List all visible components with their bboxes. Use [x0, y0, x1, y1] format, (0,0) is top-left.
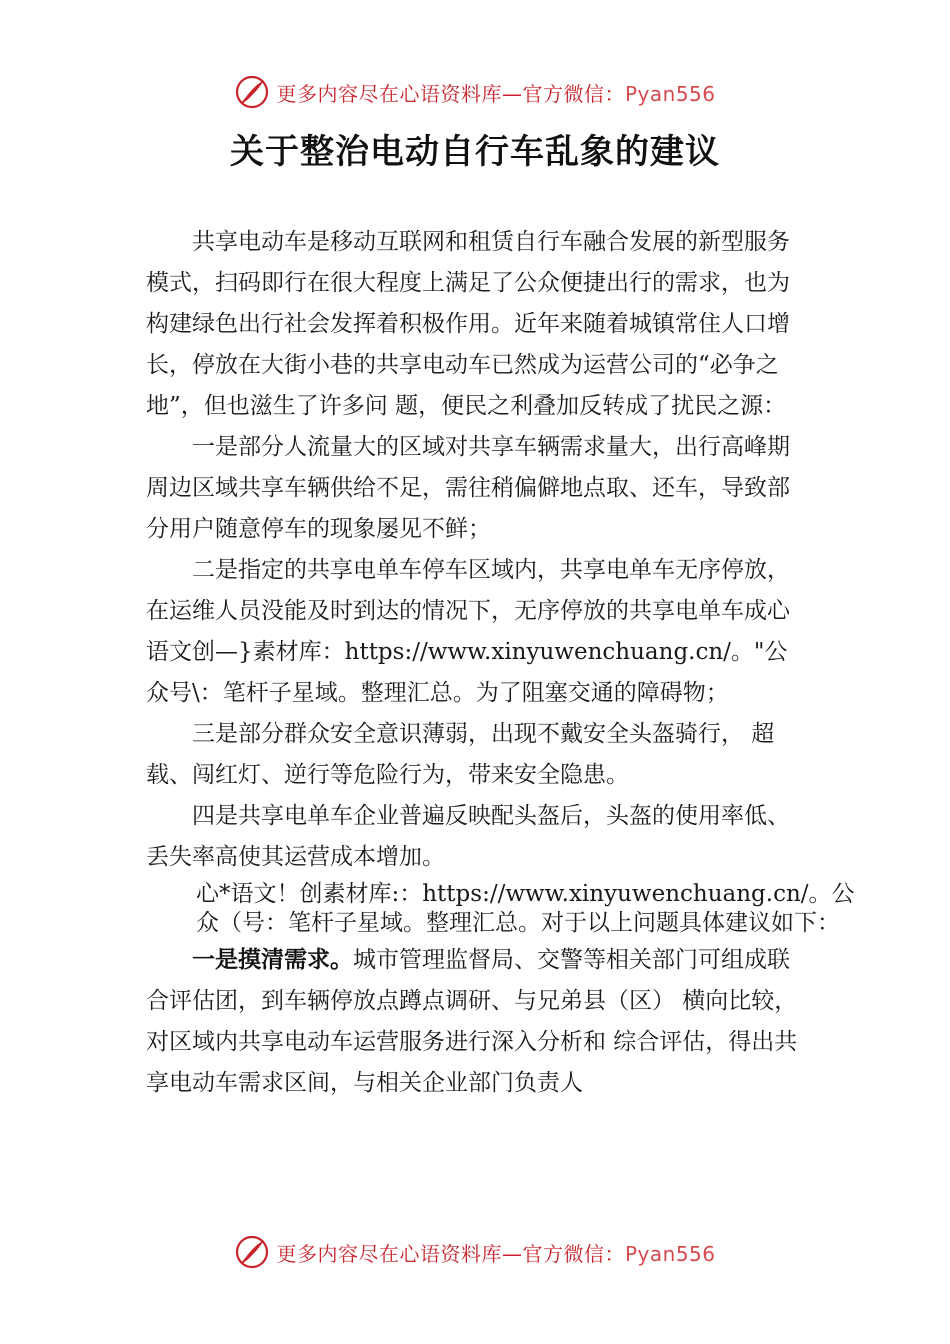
proposal-lead: 一是摸清需求。 [192, 947, 353, 973]
paragraph-issue-4: 四是共享电单车企业普遍反映配头盔后，头盔的使用率低、丢失率高使其运营成本增加。 [146, 803, 790, 870]
footer-banner-text: 更多内容尽在心语资料库—官方微信：Pyan556 [276, 1241, 716, 1266]
paragraph-proposal-1 [146, 940, 806, 1104]
proposal-text: 城市管理监督局、交警等相关部门可组成联合评估团，到车辆停放点蹲点调研、与兄弟县（区） 横向比较，对区域内共享电动车运营服务进行深入分析和 综合评估，得出共享电动车需求区间，与相关企业部门负责人 [146, 947, 798, 1096]
paragraph-intro: 共享电动车是移动互联网和租赁自行车融合发展的新型服务模式，扫码即行在很大程度上满足了公众便捷出行的需求，也为构建绿色出行社会发挥着积极作用。近年来随着城镇常住人口增长，停放在大街小巷的共享电动车已然成为运营公司的“必争之地”，但也滋生了许多问 题，便民之利叠加反转成了扰民之源： [146, 229, 790, 419]
header-banner [0, 72, 950, 112]
footer-banner [0, 1232, 950, 1272]
paragraph-issue-3: 三是部分群众安全意识薄弱，出现不戴安全头盔骑行， 超载、闯红灯、逆行等危险行为，带来安全隐患。 [146, 721, 775, 788]
feather-pen-logo-icon [234, 74, 270, 110]
document-body [146, 222, 855, 1104]
source-note: 心*语文！创素材库:：https://www.xinyuwenchuang.cn/。公众（号：笔杆子星域。整理汇总。对于以上问题具体建议如下： [196, 881, 855, 936]
feather-pen-logo-icon [234, 1234, 270, 1270]
footer-wechat-id: Pyan556 [624, 1241, 716, 1266]
document-title: 关于整治电动自行车乱象的建议 [230, 132, 720, 172]
paragraph-issue-1: 一是部分人流量大的区域对共享车辆需求量大，出行高峰期周边区域共享车辆供给不足，需往稍偏僻地点取、还车，导致部分用户随意停车的现象屡见不鲜； [146, 434, 790, 542]
header-wechat-id: Pyan556 [624, 81, 716, 106]
header-banner-text: 更多内容尽在心语资料库—官方微信：Pyan556 [276, 81, 716, 106]
paragraph-issue-2: 二是指定的共享电单车停车区域内，共享电单车无序停放，在运维人员没能及时到达的情况下，无序停放的共享电单车成心语文创—}素材库：https://www.xinyuwenchuang.cn/。"公众号\：笔杆子星域。整理汇总。为了阻塞交通的障碍物； [146, 557, 790, 706]
